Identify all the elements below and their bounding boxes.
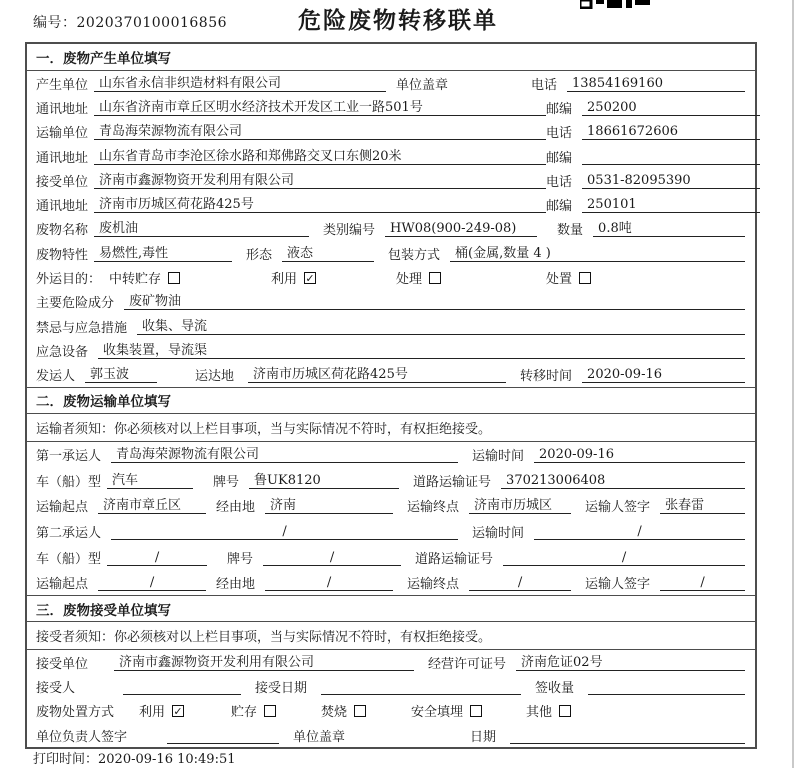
disposal-option-incinerate (321, 701, 411, 720)
checkbox-store (264, 705, 276, 717)
sign2-value: / (660, 574, 745, 591)
carrier2-label: 第二承运人 (36, 525, 102, 541)
serial-label: 编号： (33, 15, 77, 31)
quantity-label: 数量 (557, 223, 584, 239)
transporter-notice: 运输者须知：你必须核对以上栏目事项，当与实际情况不符时，有权拒绝接受。 (27, 414, 755, 442)
row-vehicle2 (27, 544, 755, 570)
unit-seal-label: 单位盖章 (396, 77, 449, 93)
row-carrier1 (27, 442, 755, 468)
option-label: 处置 (546, 272, 573, 288)
checkbox-landfill (470, 705, 482, 717)
via-label: 经由地 (216, 577, 256, 593)
plate-label: 牌号 (213, 474, 240, 490)
characteristics-label: 废物特性 (36, 247, 89, 263)
row-recipient (27, 675, 755, 699)
license2-value: / (503, 549, 745, 566)
purpose-option-treat (396, 268, 546, 287)
emergency-label: 禁忌与应急措施 (36, 320, 128, 336)
permit-label: 经营许可证号 (428, 657, 507, 673)
document-header (0, 0, 796, 42)
transporter-value: 青岛海荣源物流有限公司 (94, 123, 546, 140)
vehicle-label: 车（船）型 (36, 551, 102, 567)
plate1-value: 鲁UK8120 (249, 472, 399, 489)
option-label: 贮存 (231, 705, 258, 721)
quantity-value: 0.8吨 (593, 220, 745, 237)
destination-value: 济南市历城区荷花路425号 (248, 366, 506, 383)
receiver-notice: 接受者须知：你必须核对以上栏目事项，当与实际情况不符时，有权拒绝接受。 (27, 622, 755, 650)
row-vehicle1 (27, 467, 755, 493)
row-carrier2 (27, 519, 755, 545)
category-label: 类别编号 (323, 223, 376, 239)
license1-value: 370213006408 (501, 472, 745, 489)
page-edge-line (792, 0, 794, 768)
producer-zip-value: 250200 (582, 99, 760, 116)
manager-sign-value (167, 727, 279, 744)
via1-value: 济南 (265, 497, 393, 514)
origin-label: 运输起点 (36, 500, 89, 516)
page-title: 危险废物转移联单 (298, 7, 498, 34)
received-amount-label: 签收量 (535, 681, 575, 697)
date-value (510, 727, 745, 744)
dest-label: 运输终点 (407, 500, 460, 516)
origin2-value: / (98, 574, 206, 591)
address-label: 通讯地址 (36, 150, 89, 166)
print-time-line (33, 748, 236, 767)
disposal-label: 废物处置方式 (36, 705, 115, 721)
zip-label: 邮编 (546, 150, 573, 166)
dest2-value: / (469, 574, 571, 591)
checkbox-other (559, 705, 571, 717)
via-label: 经由地 (216, 500, 256, 516)
origin1-value: 济南市章丘区 (98, 497, 206, 514)
checkbox-dispose (579, 272, 591, 284)
option-label: 利用 (139, 705, 166, 721)
print-time-value: 2020-09-16 10:49:51 (98, 752, 236, 767)
origin-label: 运输起点 (36, 577, 89, 593)
row-manager-sign (27, 723, 755, 747)
carrier1-value: 青岛海荣源物流有限公司 (111, 446, 458, 463)
producer-address-value: 山东省济南市章丘区明水经济技术开发区工业一路501号 (94, 99, 546, 116)
equipment-label: 应急设备 (36, 344, 89, 360)
zip-label: 邮编 (546, 199, 573, 215)
transport-time2-value: / (534, 523, 745, 540)
phone-label: 电话 (546, 126, 573, 142)
disposal-option-store (231, 701, 321, 720)
purpose-option-dispose (546, 268, 591, 287)
receive-unit-label: 接受单位 (36, 657, 89, 673)
option-label: 其他 (526, 705, 553, 721)
recipient-value (123, 678, 241, 695)
receiver-zip-value: 250101 (582, 196, 760, 213)
transfer-time-label: 转移时间 (520, 369, 573, 385)
receive-date-value (321, 678, 521, 695)
hazard-value: 废矿物油 (124, 293, 745, 310)
checkbox-transfer (168, 272, 180, 284)
receiver-address-value: 济南市历城区荷花路425号 (94, 196, 546, 213)
shipper-value: 郭玉波 (85, 366, 157, 383)
row-receiver-address (27, 192, 755, 216)
shipper-label: 发运人 (36, 369, 76, 385)
destination-label: 运达地 (195, 369, 235, 385)
checkbox-incinerate (354, 705, 366, 717)
section2-header: 二．废物运输单位填写 (27, 387, 755, 414)
recipient-label: 接受人 (36, 681, 76, 697)
receiver-value: 济南市鑫源物资开发利用有限公司 (94, 172, 546, 189)
receive-unit-value: 济南市鑫源物资开发利用有限公司 (114, 654, 414, 671)
transport-time-label: 运输时间 (472, 525, 525, 541)
transporter-address-value: 山东省青岛市李沧区徐水路和郑佛路交叉口东侧20米 (94, 148, 546, 165)
zip-label: 邮编 (546, 101, 573, 117)
purpose-label: 外运目的： (36, 272, 102, 288)
phone-label: 电话 (546, 174, 573, 190)
option-label: 利用 (271, 272, 298, 288)
unit-seal-label: 单位盖章 (293, 729, 346, 745)
disposal-option-use (139, 701, 231, 720)
transport-time1-value: 2020-09-16 (534, 446, 745, 463)
row-transporter-address (27, 144, 755, 168)
transport-time-label: 运输时间 (472, 449, 525, 465)
producer-label: 产生单位 (36, 77, 89, 93)
row-shipper (27, 363, 755, 387)
disposal-option-other (526, 701, 571, 720)
option-label: 处理 (396, 272, 423, 288)
serial-number: 2020370100016856 (76, 15, 228, 31)
packaging-value: 桶(金属,数量 4 ) (450, 245, 745, 262)
road-license-label: 道路运输证号 (415, 551, 494, 567)
transporter-phone-value: 18661672606 (582, 123, 760, 140)
row-disposal (27, 699, 755, 723)
row-hazard (27, 290, 755, 314)
plate-label: 牌号 (227, 551, 254, 567)
producer-phone-value: 13854169160 (567, 75, 745, 92)
plate2-value: / (263, 549, 401, 566)
receiver-label: 接受单位 (36, 174, 89, 190)
option-label: 中转贮存 (109, 272, 162, 288)
section-transport (27, 387, 755, 596)
hazard-label: 主要危险成分 (36, 296, 115, 312)
row-emergency (27, 314, 755, 338)
road-license-label: 道路运输证号 (413, 474, 492, 490)
checkbox-treat (429, 272, 441, 284)
waste-name-label: 废物名称 (36, 223, 89, 239)
carrier-sign-label: 运输人签字 (585, 500, 651, 516)
receiver-phone-value: 0531-82095390 (582, 172, 760, 189)
received-amount-value (588, 678, 745, 695)
row-receive-unit (27, 650, 755, 674)
date-label: 日期 (470, 729, 497, 745)
section3-header: 三．废物接受单位填写 (27, 595, 755, 622)
transporter-label: 运输单位 (36, 126, 89, 142)
purpose-option-transfer (109, 268, 271, 287)
form-value: 液态 (282, 245, 374, 262)
vehicle-label: 车（船）型 (36, 474, 102, 490)
purpose-option-use (271, 268, 396, 287)
row-characteristics (27, 241, 755, 265)
permit-value: 济南危证02号 (516, 654, 745, 671)
checkbox-use: ✓ (305, 271, 315, 285)
packaging-label: 包装方式 (388, 247, 441, 263)
dest1-value: 济南市历城区 (469, 497, 571, 514)
row-purpose (27, 265, 755, 289)
address-label: 通讯地址 (36, 101, 89, 117)
vehicle1-value: 汽车 (107, 472, 193, 489)
section1-header: 一．废物产生单位填写 (27, 44, 755, 71)
category-value: HW08(900-249-08) (385, 220, 537, 237)
section-producer (27, 44, 755, 387)
phone-label: 电话 (530, 77, 557, 93)
section-receiver (27, 595, 755, 747)
checkbox-use: ✓ (173, 704, 183, 718)
sign1-value: 张春雷 (660, 497, 745, 514)
emergency-value: 收集、导流 (137, 318, 745, 335)
manager-sign-label: 单位负责人签字 (36, 729, 128, 745)
disposal-option-landfill (411, 701, 526, 720)
waste-name-value: 废机油 (94, 220, 309, 237)
carrier2-value: / (111, 523, 458, 540)
equipment-value: 收集装置，导流渠 (98, 342, 745, 359)
row-receiver (27, 168, 755, 192)
vehicle2-value: / (107, 549, 207, 566)
manifest-form (25, 42, 757, 749)
transfer-time-value: 2020-09-16 (582, 366, 745, 383)
via2-value: / (265, 574, 393, 591)
option-label: 安全填埋 (411, 705, 464, 721)
print-time-label: 打印时间： (33, 752, 99, 767)
row-route1 (27, 493, 755, 519)
qr-code-fragment (580, 0, 652, 9)
form-label: 形态 (246, 247, 273, 263)
receive-date-label: 接受日期 (255, 681, 308, 697)
carrier1-label: 第一承运人 (36, 449, 102, 465)
option-label: 焚烧 (321, 705, 348, 721)
dest-label: 运输终点 (407, 577, 460, 593)
row-equipment (27, 338, 755, 362)
row-producer (27, 71, 755, 95)
row-waste-name (27, 217, 755, 241)
row-route2 (27, 570, 755, 596)
producer-value: 山东省永信非织造材料有限公司 (94, 75, 386, 92)
address-label: 通讯地址 (36, 199, 89, 215)
row-transporter (27, 120, 755, 144)
row-producer-address (27, 95, 755, 119)
transporter-zip-value (582, 148, 760, 165)
characteristics-value: 易燃性,毒性 (94, 245, 232, 262)
carrier-sign-label: 运输人签字 (585, 577, 651, 593)
